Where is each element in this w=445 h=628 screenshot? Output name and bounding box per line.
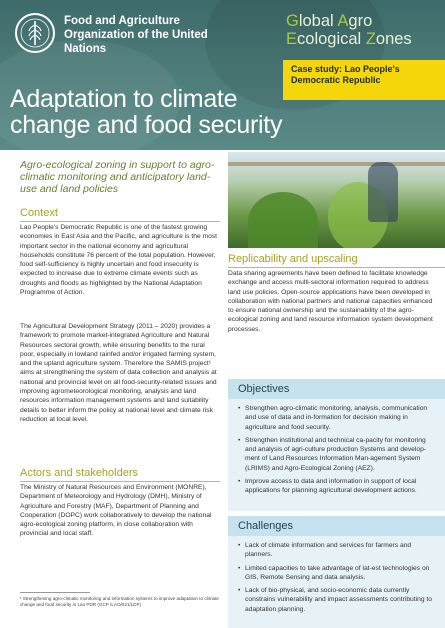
program-title xyxy=(286,12,412,48)
program-title-line2: Ecological Zones xyxy=(286,30,412,48)
context-paragraph: The Agricultural Development Strategy (2011 – 2020) provides a framework to promote market-integrated Agriculture and Natural Resources sectoral growth, while ensuring benefits to the rural poor, especially in lowland rainfed and/or irrigated farming system, and the upland agriculture system. Therefore the SAMIS project¹ aims at strengthening the system of data collection and analysis at national and provincial level on all food-security-related issues and improving agrometeorological monitoring, analysis and land resources information management systems and land suitability details to better inform the policy at national level and climate risk reduction at local level. xyxy=(20,323,217,423)
challenges-list xyxy=(228,536,445,623)
page-title: Adaptation to climate change and food security xyxy=(10,85,283,139)
subtitle: Agro-ecological zoning in support to agro-climatic monitoring and anticipatory land-use and land policies xyxy=(20,159,215,195)
actors-heading: Actors and stakeholders xyxy=(20,467,220,482)
list-item: • Improve access to data and information in support of local applications for planning agricultural development actions. xyxy=(238,477,437,496)
challenges-panel xyxy=(228,516,445,628)
case-study-badge: Case study: Lao People's Democratic Republic xyxy=(283,60,445,100)
objectives-list xyxy=(228,399,445,505)
header-banner xyxy=(0,0,445,150)
replicability-heading: Replicability and upscaling xyxy=(228,253,445,268)
objectives-heading: Objectives xyxy=(228,379,445,399)
challenges-heading: Challenges xyxy=(228,516,445,536)
objectives-panel xyxy=(228,379,445,511)
context-paragraph: Lao People's Democratic Republic is one of the fastest growing economies in East Asia and the Pacific, and agriculture is the most important sector in the national economy and agricultural households constitute 76 percent of the total population. However, food self-sufficiency is highly uncertain and food insecurity is expected to increase due to extreme climate events such as droughts and floods as highlighted by the National Adaptation Programme of Action. xyxy=(20,224,218,297)
list-item: • Strengthen agro-climatic monitoring, analysis, communication and use of data and in-formation for decision making in agriculture and food security. xyxy=(238,404,437,432)
list-item: • Lack of bio-physical, and socio-economic data currently constrains vulnerability and impact assessments contributing to adaptation planning. xyxy=(238,586,437,614)
org-name: Food and Agriculture Organization of the United Nations xyxy=(64,15,208,55)
fao-emblem-icon xyxy=(14,12,56,54)
list-item: • Lack of climate information and services for farmers and planners. xyxy=(238,541,437,560)
actors-paragraph: The Ministry of Natural Resources and Environment (MONRE), Department of Meteorology and Hydrology (DMH), Ministry of Agriculture and Forestry (MAF), Department of Planning and Cooperation (DOPC) work collaboratively to develop the national agro-ecological zoning platform, in close collaboration with provincial and local staff. xyxy=(20,484,212,538)
farm-photo xyxy=(228,152,445,248)
footnote-divider xyxy=(20,592,90,593)
list-item: • Limited capacities to take advantage of lat-est technologies on GIS, Remote Sensing and data analysis. xyxy=(238,564,437,583)
context-heading: Context xyxy=(20,207,220,222)
replicability-paragraph: Data sharing agreements have been defined to facilitate knowledge exchange and access multi-sectoral information required to address land use policies. Open-source applications have been developed in collaboration with national partners and national capacities enhanced to ensure national ownership and the sustainability of the agro-ecological zoning and land resource information system development processes. xyxy=(228,270,433,333)
list-item: • Strengthen institutional and technical ca-pacity for monitoring and analysis of agri-culture production Systems and develop-ment of Land Resources Information Man-agement System (LRIMS) and Agro-Ecological Zoning (AEZ). xyxy=(238,436,437,473)
program-title-line1: Global Agro xyxy=(286,12,373,30)
footnote: ¹ Strengthening agro-climatic monitoring and information systems to improve adaptation to climate change and food security in Lao PDR (GCP /LAO/021/LDF) xyxy=(20,596,219,607)
